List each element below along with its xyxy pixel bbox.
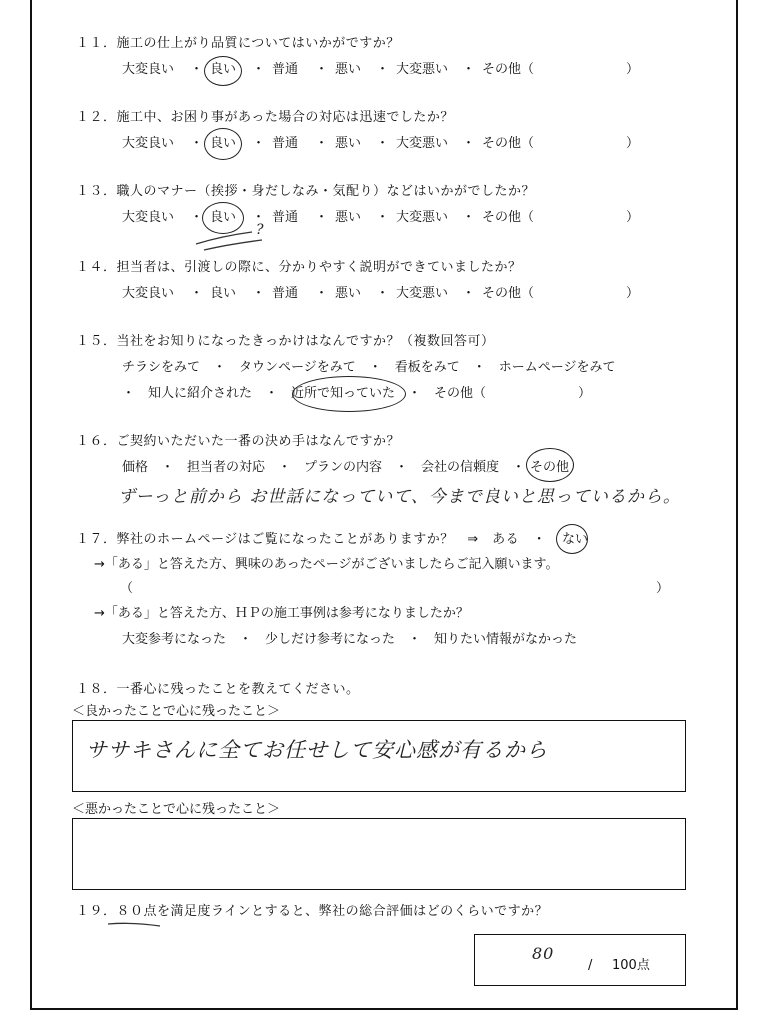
q11-opt-very-bad[interactable]: 大変悪い xyxy=(396,62,449,77)
q14-sep: ・ xyxy=(376,286,390,301)
q14-opt-normal[interactable]: 普通 xyxy=(272,286,299,301)
q12-sep: ・ xyxy=(315,136,329,151)
q17-opt-no[interactable]: ない xyxy=(562,532,589,547)
q19-max: 100点 xyxy=(612,958,650,973)
q12-opt-normal[interactable]: 普通 xyxy=(272,136,299,151)
q11-opt-bad[interactable]: 悪い xyxy=(335,62,362,77)
q18-good-label: ＜良かったことで心に残ったこと＞ xyxy=(72,704,281,719)
q14-question-mark: ? xyxy=(256,222,265,238)
q12-opt-good[interactable]: 良い xyxy=(210,136,237,151)
q13-text: １３．職人のマナー（挨拶・身だしなみ・気配り）などはいかがでしたか？ xyxy=(76,184,536,199)
q14-opt-other[interactable]: その他（ xyxy=(482,286,535,301)
q14-text: １４．担当者は、引渡しの際に、分かりやすく説明ができていましたか？ xyxy=(76,260,522,275)
q15-options-close: ） xyxy=(578,386,592,401)
q12-sep: ・ xyxy=(252,136,266,151)
q13-opt-very-bad[interactable]: 大変悪い xyxy=(396,210,449,225)
q13-sep: ・ xyxy=(190,210,204,225)
q17-text: １７．弊社のホームページはご覧になったことがありますか？ ⇒ ある ・ xyxy=(76,532,547,547)
q12-sep: ・ xyxy=(462,136,476,151)
q13-opt-bad[interactable]: 悪い xyxy=(335,210,362,225)
q13-opt-very-good[interactable]: 大変良い xyxy=(122,210,175,225)
q17-paren-open: （ xyxy=(120,581,134,596)
q12-opt-close: ） xyxy=(626,136,640,151)
q11-opt-very-good[interactable]: 大変良い xyxy=(122,62,175,77)
q14-opt-good[interactable]: 良い xyxy=(210,286,237,301)
q11-opt-normal[interactable]: 普通 xyxy=(272,62,299,77)
q16-text: １６．ご契約いただいた一番の決め手はなんですか？ xyxy=(76,434,401,449)
q19-score: 80 xyxy=(532,944,555,963)
q13-opt-close: ） xyxy=(626,210,640,225)
q13-opt-good[interactable]: 良い xyxy=(210,210,237,225)
q11-sep: ・ xyxy=(376,62,390,77)
q18-good-answer: ササキさんに全てお任せして安心感が有るから xyxy=(86,738,548,762)
q11-sep: ・ xyxy=(190,62,204,77)
q11-sep: ・ xyxy=(315,62,329,77)
q15-options-line2[interactable]: ・ 知人に紹介された ・ 近所で知っていた ・ その他（ xyxy=(122,386,487,401)
q16-opt-other[interactable]: その他 xyxy=(530,460,570,475)
q16-handwritten-answer: ずーっと前から お世話になっていて、今まで良いと思っているから。 xyxy=(118,487,681,507)
q12-sep: ・ xyxy=(376,136,390,151)
q14-underline-mark-2 xyxy=(204,240,262,250)
q12-opt-other[interactable]: その他（ xyxy=(482,136,535,151)
q15-text: １５．当社をお知りになったきっかけはなんですか？（複数回答可） xyxy=(76,334,495,349)
q14-opt-very-bad[interactable]: 大変悪い xyxy=(396,286,449,301)
q12-opt-very-good[interactable]: 大変良い xyxy=(122,136,175,151)
q11-opt-close: ） xyxy=(626,62,640,77)
q12-text: １２．施工中、お困り事があった場合の対応は迅速でしたか？ xyxy=(76,110,454,125)
q19-score-underline xyxy=(108,923,160,926)
q14-sep: ・ xyxy=(462,286,476,301)
q11-opt-good[interactable]: 良い xyxy=(210,62,237,77)
q13-opt-other[interactable]: その他（ xyxy=(482,210,535,225)
q11-opt-other[interactable]: その他（ xyxy=(482,62,535,77)
q11-text: １１．施工の仕上がり品質についてはいかがですか？ xyxy=(76,36,400,51)
q14-sep: ・ xyxy=(315,286,329,301)
q14-opt-close: ） xyxy=(626,286,640,301)
q14-opt-bad[interactable]: 悪い xyxy=(335,286,362,301)
q17-paren-close: ） xyxy=(656,581,670,596)
q19-slash: / xyxy=(588,958,593,973)
q18-text: １８．一番心に残ったことを教えてください。 xyxy=(76,682,360,697)
q12-opt-bad[interactable]: 悪い xyxy=(335,136,362,151)
q13-sep: ・ xyxy=(315,210,329,225)
q17-sub2: →「ある」と答えた方、ＨＰの施工事例は参考になりましたか？ xyxy=(94,606,469,621)
q11-sep: ・ xyxy=(252,62,266,77)
q12-sep: ・ xyxy=(190,136,204,151)
q11-sep: ・ xyxy=(462,62,476,77)
q14-sep: ・ xyxy=(252,286,266,301)
q18-bad-label: ＜悪かったことで心に残ったこと＞ xyxy=(72,802,281,817)
q14-sep: ・ xyxy=(190,286,204,301)
q13-opt-normal[interactable]: 普通 xyxy=(272,210,299,225)
q17-sub2-options[interactable]: 大変参考になった ・ 少しだけ参考になった ・ 知りたい情報がなかった xyxy=(122,632,578,647)
q14-opt-very-good[interactable]: 大変良い xyxy=(122,286,175,301)
q12-opt-very-bad[interactable]: 大変悪い xyxy=(396,136,449,151)
q16-options-line[interactable]: 価格 ・ 担当者の対応 ・ プランの内容 ・ 会社の信頼度 ・ xyxy=(122,460,526,475)
q17-sub1: →「ある」と答えた方、興味のあったページがございましたらご記入願います。 xyxy=(94,557,559,572)
q15-options-line1[interactable]: チラシをみて ・ タウンページをみて ・ 看板をみて ・ ホームページをみて xyxy=(122,360,616,375)
q13-sep: ・ xyxy=(252,210,266,225)
q13-sep: ・ xyxy=(376,210,390,225)
q13-sep: ・ xyxy=(462,210,476,225)
q19-text: １９．８０点を満足度ラインとすると、弊社の総合評価はどのくらいですか？ xyxy=(76,904,549,919)
